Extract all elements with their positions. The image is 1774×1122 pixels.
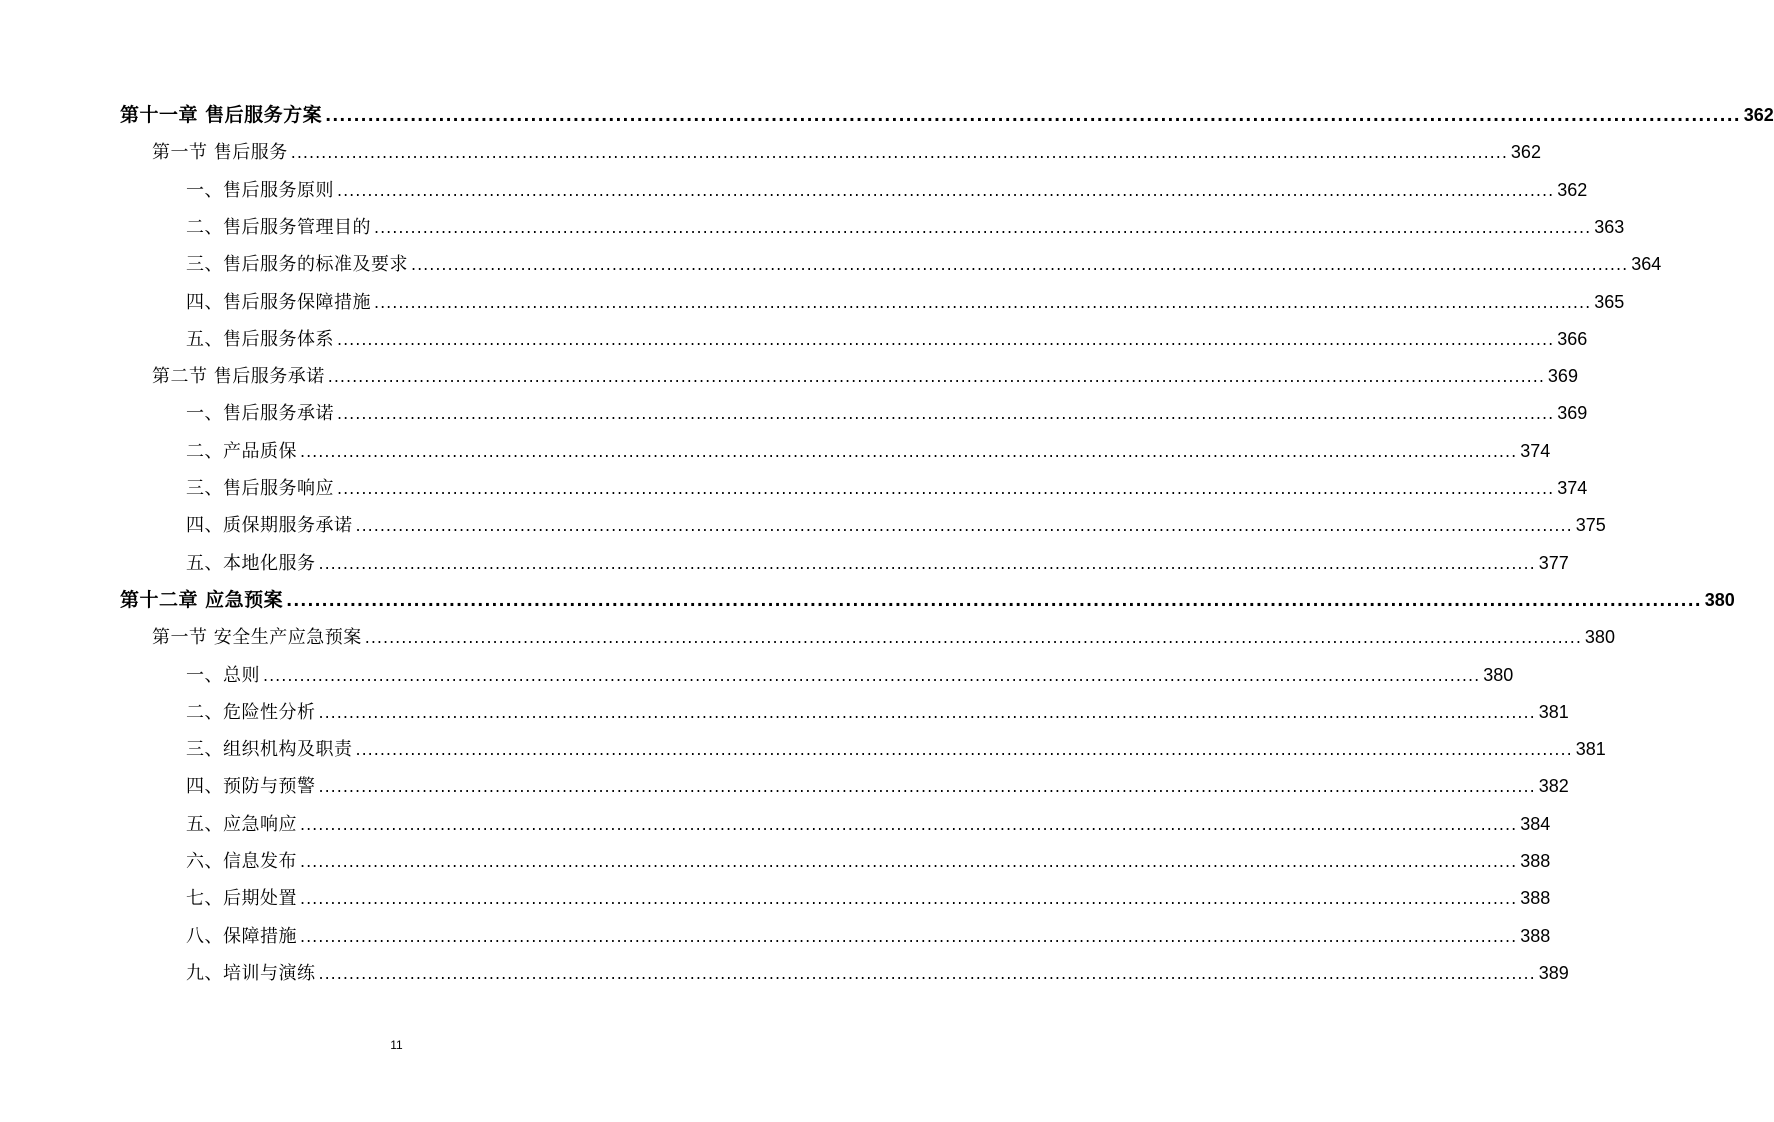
toc-leader-dots: ........................................................................................................................................................................................................ [325,106,1741,125]
toc-leader-dots: ........................................................................................................................................................................................................ [355,740,1573,760]
toc-entry-title: 四、预防与预警 [186,776,316,798]
toc-entry-title: 二、危险性分析 [186,701,316,723]
toc-leader-dots: ........................................................................................................................................................................................................ [364,628,1582,648]
toc-entry-item[interactable] [186,249,1662,279]
toc-entry-page: 382 [1538,776,1569,797]
toc-leader-dots: ........................................................................................................................................................................................................ [300,814,1518,834]
toc-entry-item[interactable] [186,324,1588,354]
toc-entry-page: 380 [1584,627,1615,648]
toc-entry-item[interactable] [186,958,1569,988]
toc-entry-title: 第二节 售后服务承诺 [152,366,325,388]
toc-entry-title: 八、保障措施 [186,925,297,947]
toc-entry-section[interactable] [152,137,1541,167]
toc-entry-title: 四、质保期服务承诺 [186,515,353,537]
toc-entry-page: 389 [1538,962,1569,983]
toc-entry-page: 384 [1520,813,1551,834]
toc-leader-dots: ........................................................................................................................................................................................................ [337,329,1555,349]
toc-leader-dots: ........................................................................................................................................................................................................ [318,963,1536,983]
toc-entry-item[interactable] [186,287,1625,317]
toc-leader-dots: ........................................................................................................................................................................................................ [290,143,1508,163]
toc-entry-title: 二、产品质保 [186,440,297,462]
toc-entry-item[interactable] [186,883,1551,913]
toc-entry-page: 366 [1557,328,1588,349]
toc-leader-dots: ........................................................................................................................................................................................................ [300,852,1518,871]
toc-entry-title: 七、后期处置 [186,888,297,910]
toc-entry-page: 362 [1510,142,1541,163]
toc-entry-title: 一、售后服务原则 [186,179,334,201]
toc-entry-item[interactable] [186,510,1606,540]
page-number: 11 [390,1038,403,1052]
toc-leader-dots: ........................................................................................................................................................................................................ [318,702,1536,722]
toc-entry-item[interactable] [186,548,1569,578]
toc-entry-section[interactable] [152,622,1615,652]
toc-entry-title: 一、售后服务承诺 [186,403,334,425]
toc-entry-page: 365 [1594,291,1625,312]
toc-leader-dots: ........................................................................................................................................................................................................ [263,665,1481,685]
toc-entry-item[interactable] [186,175,1588,205]
toc-entry-page: 377 [1538,552,1569,573]
toc-leader-dots: ........................................................................................................................................................................................................ [286,590,1702,610]
toc-entry-item[interactable] [186,697,1569,727]
toc-leader-dots: ........................................................................................................................................................................................................ [337,404,1555,424]
toc-entry-page: 362 [1743,105,1774,125]
toc-leader-dots: ........................................................................................................................................................................................................ [337,180,1555,200]
toc-entry-title: 五、售后服务体系 [186,328,334,350]
toc-entry-page: 380 [1704,589,1735,610]
toc-entry-section[interactable] [152,361,1578,391]
toc-leader-dots: ........................................................................................................................................................................................................ [337,479,1555,498]
toc-entry-title: 第十一章 售后服务方案 [120,104,323,126]
toc-entry-title: 三、售后服务的标准及要求 [186,254,408,276]
toc-entry-title: 第一节 售后服务 [152,142,288,164]
toc-entry-title: 一、总则 [186,664,260,686]
toc-entry-title: 三、售后服务响应 [186,478,334,499]
toc-entry-page: 380 [1483,664,1514,685]
toc-leader-dots: ........................................................................................................................................................................................................ [300,926,1518,946]
toc-entry-title: 第十二章 应急预案 [120,588,284,611]
toc-entry-title: 九、培训与演练 [186,962,316,984]
toc-entry-item[interactable] [186,734,1606,764]
toc-entry-page: 369 [1557,403,1588,424]
toc-entry-page: 381 [1575,739,1606,760]
toc-entry-title: 五、本地化服务 [186,552,316,574]
toc-leader-dots: ........................................................................................................................................................................................................ [355,516,1573,536]
toc-entry-page: 375 [1575,515,1606,536]
toc-entry-item[interactable] [186,212,1625,242]
toc-entry-chapter[interactable] [120,100,1774,130]
toc-entry-page: 362 [1557,179,1588,200]
toc-entry-title: 四、售后服务保障措施 [186,291,371,313]
toc-entry-title: 第一节 安全生产应急预案 [152,627,362,649]
toc-entry-title: 五、应急响应 [186,813,297,835]
toc-leader-dots: ........................................................................................................................................................................................................ [374,292,1592,312]
toc-leader-dots: ........................................................................................................................................................................................................ [318,777,1536,797]
toc-leader-dots: ........................................................................................................................................................................................................ [300,441,1518,461]
toc-leader-dots: ........................................................................................................................................................................................................ [411,255,1629,275]
toc-entry-page: 374 [1557,478,1588,498]
toc-entry-page: 374 [1520,440,1551,461]
toc-leader-dots: ........................................................................................................................................................................................................ [327,367,1545,387]
toc-entry-item[interactable] [186,809,1551,839]
toc-leader-dots: ........................................................................................................................................................................................................ [300,889,1518,909]
toc-entry-page: 369 [1547,366,1578,387]
toc-entry-page: 388 [1520,851,1551,871]
toc-leader-dots: ........................................................................................................................................................................................................ [318,553,1536,573]
toc-entry-chapter[interactable] [120,585,1735,615]
toc-entry-item[interactable] [186,771,1569,801]
toc-entry-item[interactable] [186,846,1551,876]
toc-entry-item[interactable] [186,473,1588,503]
toc-entry-page: 364 [1631,254,1662,275]
toc-entry-title: 六、信息发布 [186,851,297,872]
toc-entry-page: 388 [1520,925,1551,946]
toc-entry-page: 363 [1594,216,1625,237]
toc-leader-dots: ........................................................................................................................................................................................................ [374,217,1592,237]
toc-entry-item[interactable] [186,921,1551,951]
toc-entry-page: 388 [1520,888,1551,909]
toc-entry-item[interactable] [186,398,1588,428]
toc-entry-item[interactable] [186,660,1514,690]
toc-entry-title: 二、售后服务管理目的 [186,216,371,238]
toc-entry-page: 381 [1538,701,1569,722]
toc-entry-item[interactable] [186,436,1551,466]
toc-entry-title: 三、组织机构及职责 [186,739,353,761]
